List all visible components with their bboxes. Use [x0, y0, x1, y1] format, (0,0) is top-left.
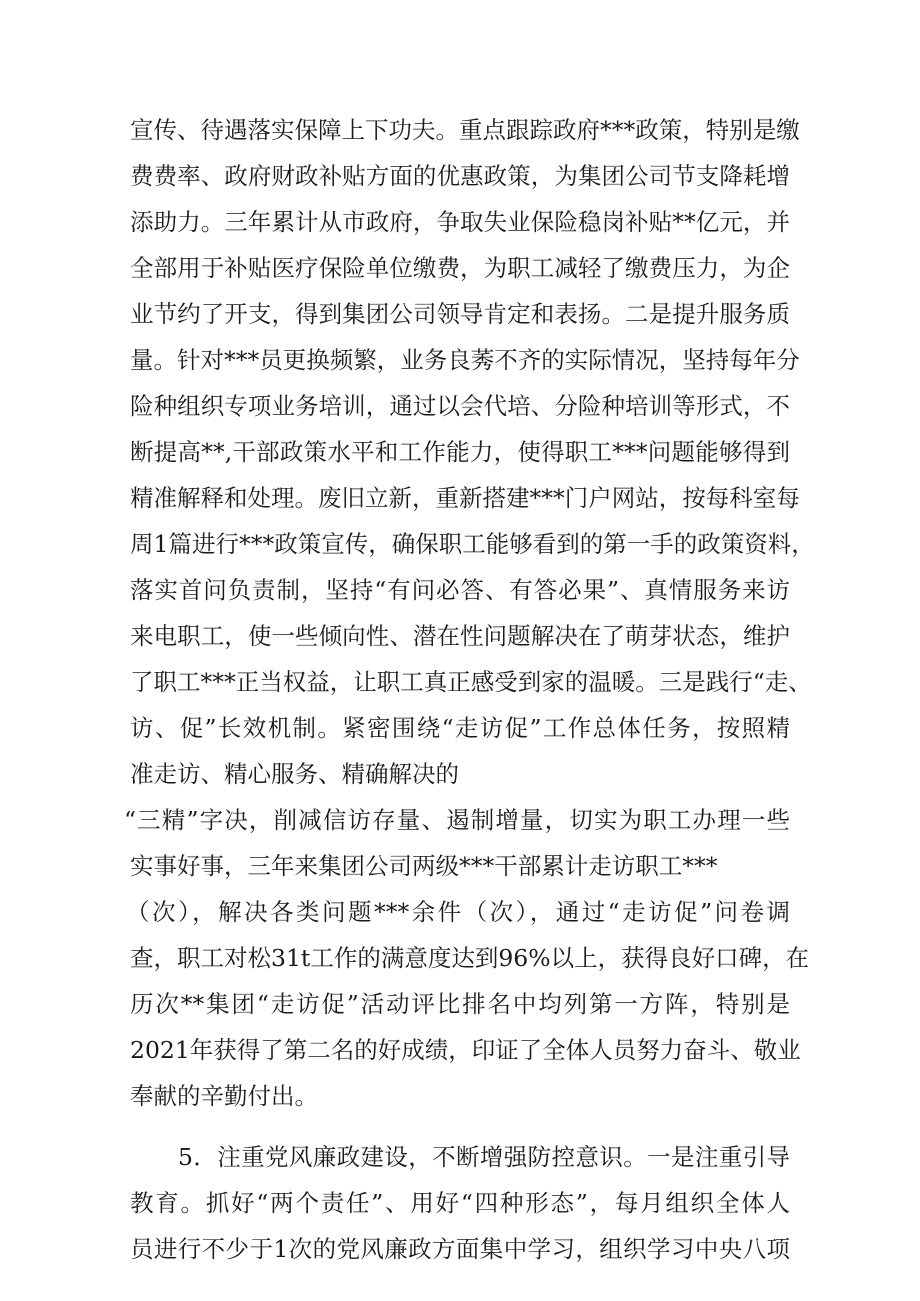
section-heading-line: 5．注重党风廉政建设，不断增强防控意识。一是注重引导: [178, 1143, 790, 1171]
text-line: 奉献的辛勤付出。: [130, 1082, 318, 1110]
text-line: 业节约了开支，得到集团公司领导肯定和表扬。二是提升服务质: [130, 300, 790, 328]
text-line: 实事好事，三年来集团公司两级***干部累计走访职工***: [130, 852, 718, 880]
text-line: 宣传、待遇落实保障上下功夫。重点跟踪政府***政策，特别是缴: [130, 116, 800, 144]
text-line: 量。针对***员更换频繁，业务良莠不齐的实际情况，坚持每年分: [130, 346, 800, 374]
text-line: 精准解释和处理。废旧立新，重新搭建***门户网站，按每科室每: [130, 484, 800, 512]
text-line: 周1篇进行***政策宣传，确保职工能够看到的第一手的政策资料，: [130, 530, 815, 558]
text-line: 了职工***正当权益，让职工真正感受到家的温暖。三是践行“走、: [130, 668, 812, 696]
text-line: 历次**集团“走访促”活动评比排名中均列第一方阵，特别是: [130, 990, 790, 1018]
text-line: 落实首问负责制，坚持“有问必答、有答必果”、真情服务来访: [130, 576, 790, 604]
text-line: 全部用于补贴医疗保险单位缴费，为职工减轻了缴费压力，为企: [130, 254, 790, 282]
text-line: 员进行不少于1次的党风廉政方面集中学习，组织学习中央八项: [130, 1235, 790, 1263]
text-line: 访、促”长效机制。紧密围绕“走访促”工作总体任务，按照精: [130, 714, 790, 742]
text-line: 添助力。三年累计从市政府，争取失业保险稳岗补贴**亿元，并: [130, 208, 790, 236]
text-line: （次），解决各类问题***余件（次），通过“走访促”问卷调: [126, 898, 790, 926]
text-line: 费费率、政府财政补贴方面的优惠政策，为集团公司节支降耗增: [130, 162, 790, 190]
text-line: 教育。抓好“两个责任”、用好“四种形态”，每月组织全体人: [130, 1189, 790, 1217]
text-line: 来电职工，使一些倾向性、潜在性问题解决在了萌芽状态，维护: [130, 622, 790, 650]
text-line: 断提高**,干部政策水平和工作能力，使得职工***问题能够得到: [130, 438, 790, 466]
text-line: “三精”字决，削减信访存量、遏制增量，切实为职工办理一些: [124, 806, 790, 834]
text-line: 查，职工对松31t工作的满意度达到96%以上，获得良好口碑，在: [130, 944, 810, 972]
text-line: 2021年获得了第二名的好成绩，印证了全体人员努力奋斗、敬业: [130, 1036, 801, 1064]
text-line: 准走访、精心服务、精确解决的: [130, 760, 459, 788]
text-line: 险种组织专项业务培训，通过以会代培、分险种培训等形式，不: [130, 392, 790, 420]
